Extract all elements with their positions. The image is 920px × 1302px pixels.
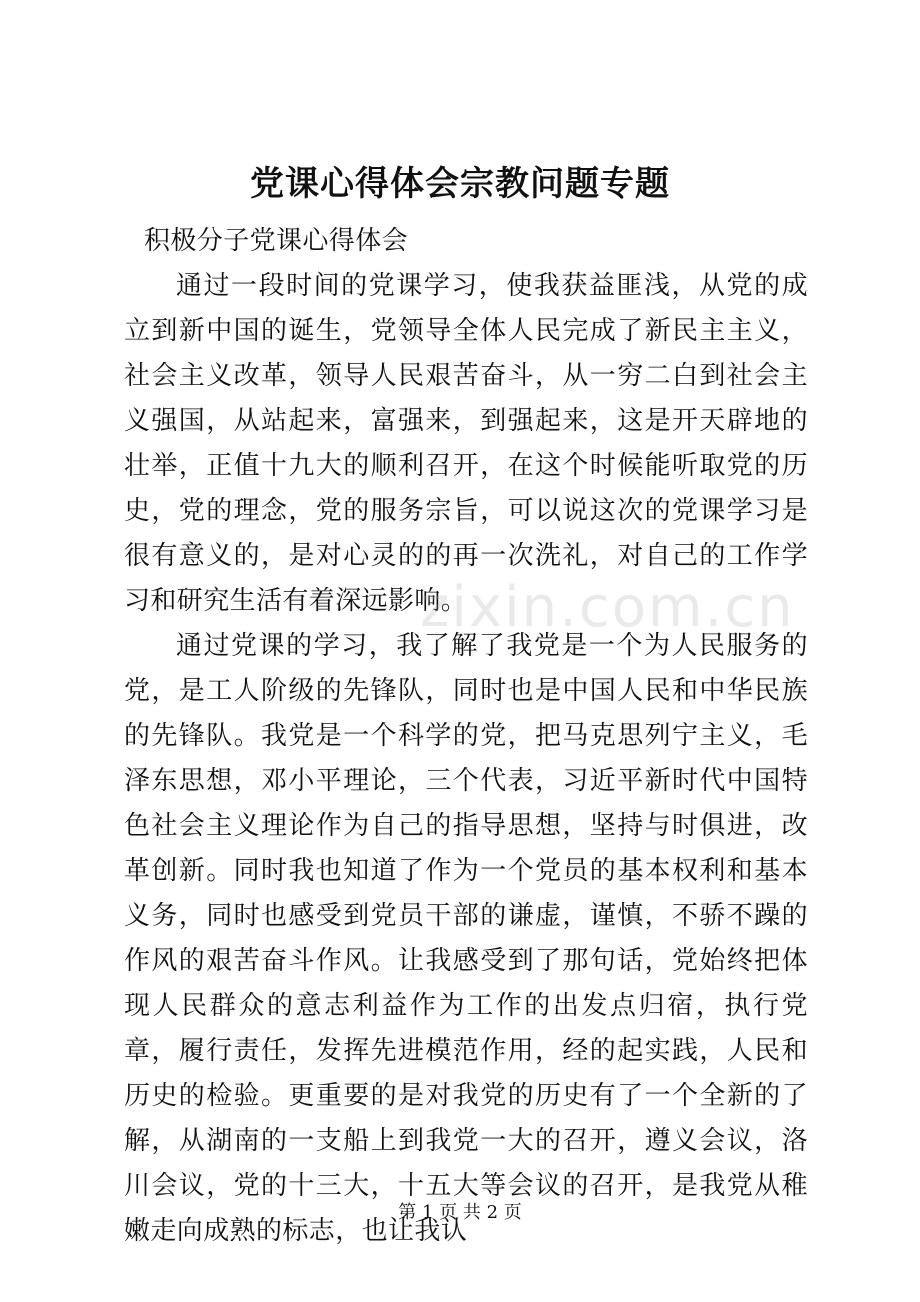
document-body xyxy=(124,219,808,1254)
page-footer: 第 1 页 共 2 页 xyxy=(398,1202,522,1223)
watermark: zixin.com.cn xyxy=(420,575,795,640)
document-subtitle: 积极分子党课心得体会 xyxy=(144,226,409,256)
paragraph-1: 通过一段时间的党课学习，使我获益匪浅，从党的成立到新中国的诞生，党领导全体人民完成了新民主主义，社会主义改革，领导人民艰苦奋斗，从一穷二白到社会主义强国，从站起来，富强来，到强起来，这是开天辟地的壮举，正值十九大的顺利召开，在这个时候能听取党的历史，党的理念，党的服务宗旨，可以说这次的党课学习是很有意义的，是对心灵的的再一次洗礼，对自己的工作学习和研究生活有着深远影响。 xyxy=(124,271,808,616)
paragraph-2: 通过党课的学习，我了解了我党是一个为人民服务的党，是工人阶级的先锋队，同时也是中国人民和中华民族的先锋队。我党是一个科学的党，把马克思列宁主义，毛泽东思想，邓小平理论，三个代表，习近平新时代中国特色社会主义理论作为自己的指导思想，坚持与时俱进，改革创新。同时我也知道了作为一个党员的基本权利和基本义务，同时也感受到党员干部的谦虚，谨慎，不骄不躁的作风的艰苦奋斗作风。让我感受到了那句话，党始终把体现人民群众的意志利益作为工作的出发点归宿，执行党章，履行责任，发挥先进模范作用，经的起实践，人民和历史的检验。更重要的是对我党的历史有了一个全新的了解，从湖南的一支船上到我党一大的召开，遵义会议，洛川会议，党的十三大，十五大等会议的召开，是我党从稚嫩走向成熟的标志，也让我认 xyxy=(124,631,808,1246)
document-title: 党课心得体会宗教问题专题 xyxy=(250,164,670,204)
